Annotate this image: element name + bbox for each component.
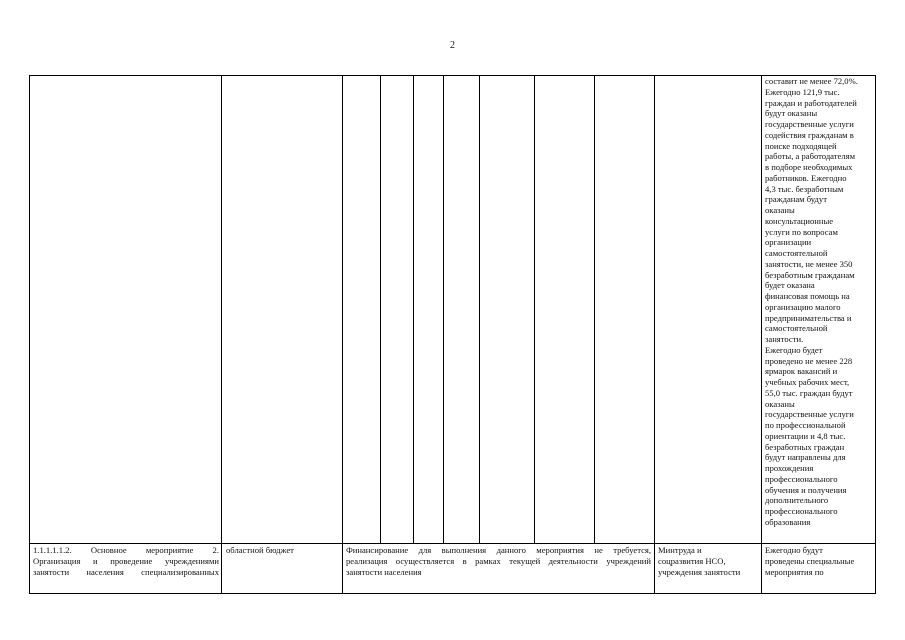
result-line: организацию малого <box>765 301 841 312</box>
column-border <box>221 75 222 594</box>
result-line: дополнительного <box>765 495 829 506</box>
result-line: содействия гражданам в <box>765 129 854 140</box>
executor-line: Минтруда и <box>658 545 702 555</box>
result-line: профессионального <box>765 473 838 484</box>
result-line: работы, а работодателям <box>765 151 856 162</box>
result-line: прохождения <box>765 463 814 473</box>
financing-cell <box>346 545 651 577</box>
column-border <box>875 75 876 594</box>
result-line: финансовая помощь на <box>765 291 850 301</box>
result-line: по профессиональной <box>765 420 846 430</box>
result-line: безработным гражданам <box>765 269 855 280</box>
result-line: учебных рабочих мест, <box>765 377 850 387</box>
result-line: самостоятельной <box>765 323 828 334</box>
column-border <box>654 75 655 594</box>
result-line: будут оказаны <box>765 108 818 119</box>
result-line: консультационные <box>765 215 834 226</box>
sub-column-border <box>380 75 381 543</box>
activity-cell <box>33 545 219 577</box>
financing-line: занятости населения <box>346 566 422 577</box>
result-line: составит не менее 72,0%. <box>765 76 858 86</box>
row-divider <box>29 543 876 544</box>
sub-column-border <box>443 75 444 543</box>
result-line: работников. Ежегодно <box>765 172 847 183</box>
activity-line: 1.1.1.1.1.2. Основное мероприятие 2. <box>33 545 219 555</box>
column-border <box>342 75 343 594</box>
result-line: в подборе необходимых <box>765 162 853 172</box>
result-line: гражданам будут <box>765 194 827 205</box>
sub-column-border <box>534 75 535 543</box>
result-line: граждан и работодателей <box>765 97 857 108</box>
table-top-border <box>29 75 876 76</box>
funding-source-cell <box>226 545 294 556</box>
funding-source: областной бюджет <box>226 545 294 555</box>
result-line: проведено не менее 228 <box>765 355 853 366</box>
result-line: государственные услуги <box>765 409 854 420</box>
result-line: государственные услуги <box>765 119 854 129</box>
page-number: 2 <box>450 40 455 51</box>
result-line: самостоятельной <box>765 248 828 258</box>
executor-line: соцразвития НСО, <box>658 555 726 566</box>
result-line: Ежегодно будут <box>765 545 823 555</box>
result-line: безработных граждан <box>765 441 845 452</box>
result-line: оказаны <box>765 398 795 409</box>
result-line: предпринимательства и <box>765 312 852 323</box>
result-line: услуги по вопросам <box>765 226 838 237</box>
result-line: оказаны <box>765 205 795 215</box>
result-line: проведены специальные <box>765 555 855 566</box>
sub-column-border <box>594 75 595 543</box>
result-line: занятости. <box>765 334 804 344</box>
sub-column-border <box>413 75 414 543</box>
result-line: ярмарок вакансий и <box>765 366 838 377</box>
column-border <box>29 75 30 594</box>
result-line: мероприятия по <box>765 566 824 577</box>
financing-line: Финансирование для выполнения данного мероприятия не требуется, <box>346 545 651 555</box>
result-line: организации <box>765 237 812 248</box>
result-line: Ежегодно 121,9 тыс. <box>765 86 840 97</box>
result-line: 55,0 тыс. граждан будут <box>765 387 853 398</box>
continued-result-cell <box>765 76 858 528</box>
result-line: Ежегодно будет <box>765 344 823 355</box>
result-line: поиске подходящей <box>765 140 837 151</box>
financing-line: реализация осуществляется в рамках текущей деятельности учреждений <box>346 555 651 566</box>
result-line: образования <box>765 516 811 527</box>
executor-cell <box>658 545 740 577</box>
result-line: 4,3 тыс. безработным <box>765 183 844 194</box>
sub-column-border <box>479 75 480 543</box>
result-cell <box>765 545 854 577</box>
table-bottom-border <box>29 593 876 594</box>
activity-line: Организация и проведение учреждениями <box>33 555 219 566</box>
activity-line: занятости населения специализированных <box>33 566 219 577</box>
column-border <box>761 75 762 594</box>
result-line: профессионального <box>765 506 838 516</box>
result-line: ориентации и 4,8 тыс. <box>765 430 846 441</box>
result-line: обучения и получения <box>765 484 847 495</box>
result-line: занятости, не менее 350 <box>765 258 853 269</box>
result-line: будет оказана <box>765 280 815 291</box>
result-lines <box>765 76 858 528</box>
result-line: будут направлены для <box>765 452 846 463</box>
executor-line: учреждения занятости <box>658 566 741 577</box>
